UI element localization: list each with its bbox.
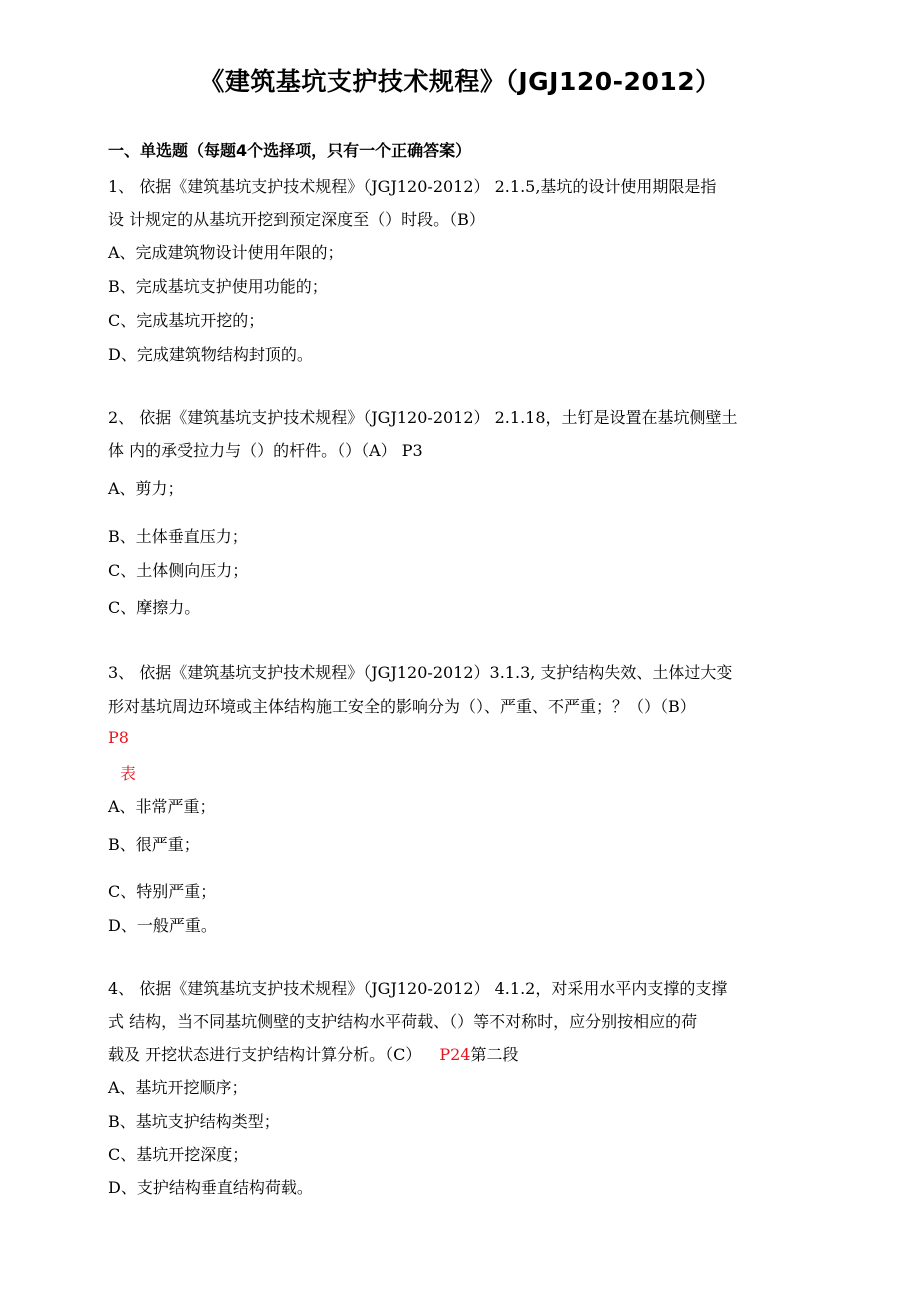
question-1-option-d: D、完成建筑物结构封顶的。 <box>108 345 313 364</box>
question-2-option-d: C、摩擦力。 <box>108 598 201 617</box>
question-3-option-c: C、特别严重； <box>108 882 217 901</box>
question-3-text: 3、 依据《建筑基坑支护技术规程》（JGJ120-2012）3.1.3, 支护结构失效、土体过大变 <box>108 663 733 682</box>
question-1-option-c: C、完成基坑开挖的； <box>108 311 265 330</box>
question-3-option-b: B、很严重； <box>108 835 200 854</box>
question-2-option-b: B、土体垂直压力； <box>108 527 248 546</box>
question-2-text-cont: 体 内的承受拉力与（）的杆件。（）（A） P3 <box>108 441 423 460</box>
question-4-text: 4、 依据《建筑基坑支护技术规程》（JGJ120-2012） 4.1.2，对采用水平内支撑的支撑 <box>108 979 728 998</box>
question-4-text-cont-2 <box>108 1042 518 1065</box>
document-title: 《建筑基坑支护技术规程》（JGJ120-2012） <box>199 67 721 96</box>
question-2-text: 2、 依据《建筑基坑支护技术规程》（JGJ120-2012） 2.1.18，土钉是设置在基坑侧壁土 <box>108 408 738 427</box>
question-2-option-c: C、土体侧向压力； <box>108 561 249 580</box>
question-3-page-note: P8 <box>108 728 129 747</box>
question-3-text-cont: 形对基坑周边环境或主体结构施工安全的影响分为（）、严重、不严重；？（）（B） <box>108 697 696 716</box>
question-2-option-a: A、剪力； <box>108 479 184 498</box>
question-1-text-cont: 设 计规定的从基坑开挖到预定深度至（）时段。（B） <box>108 210 485 229</box>
question-4-option-b: B、基坑支护结构类型； <box>108 1112 280 1131</box>
question-3-option-d: D、一般严重。 <box>108 916 217 935</box>
question-1-option-a: A、完成建筑物设计使用年限的； <box>108 243 344 262</box>
question-3-table-note: 表 <box>120 764 137 783</box>
question-4-option-d: D、支护结构垂直结构荷载。 <box>108 1178 313 1197</box>
question-4-text-cont: 式 结构，当不同基坑侧壁的支护结构水平荷载、（）等不对称时，应分别按相应的荷 <box>108 1012 698 1031</box>
question-4-option-a: A、基坑开挖顺序； <box>108 1078 248 1097</box>
question-3-option-a: A、非常严重； <box>108 797 216 816</box>
question-1-option-b: B、完成基坑支护使用功能的； <box>108 277 328 296</box>
section-heading: 一、单选题（每题4个选择项，只有一个正确答案） <box>108 141 472 160</box>
question-1-text: 1、 依据《建筑基坑支护技术规程》（JGJ120-2012） 2.1.5,基坑的设计使用期限是指 <box>108 177 717 196</box>
question-4-text-tail: 载及 开挖状态进行支护结构计算分析。（C） <box>108 1045 422 1064</box>
question-4-option-c: C、基坑开挖深度； <box>108 1145 249 1164</box>
question-4-paragraph-note: 第二段 <box>470 1045 519 1064</box>
question-4-page-note: P24 <box>439 1045 471 1064</box>
